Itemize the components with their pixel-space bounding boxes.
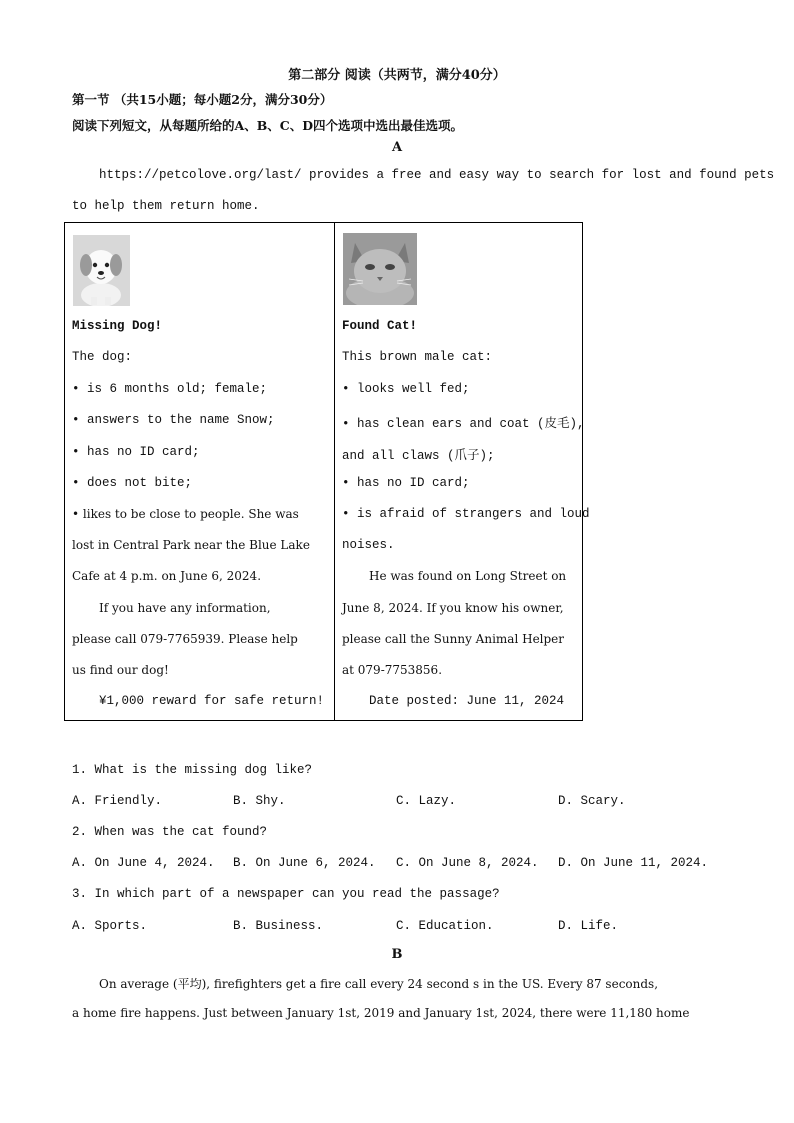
notice-table — [64, 222, 583, 721]
cat-line: June 8, 2024. If you know his owner, — [342, 601, 564, 615]
cat-date-posted: Date posted: June 11, 2024 — [369, 694, 565, 708]
passage-a-letter: A — [391, 140, 403, 155]
q1-option-d[interactable]: D. Scary. — [558, 794, 626, 808]
cat-photo — [343, 233, 417, 305]
cat-heading: Found Cat! — [342, 319, 418, 333]
dog-line: • does not bite; — [72, 476, 193, 490]
q2-option-a[interactable]: A. On June 4, 2024. — [72, 856, 215, 870]
q1-option-b[interactable]: B. Shy. — [233, 794, 286, 808]
dog-line: please call 079-7765939. Please help — [72, 632, 298, 646]
q3-option-a[interactable]: A. Sports. — [72, 919, 148, 933]
dog-line: The dog: — [72, 350, 133, 364]
part-title: 第二部分 阅读（共两节，满分40分） — [288, 68, 506, 83]
dog-line: us find our dog! — [72, 663, 169, 677]
passage-a-intro-line1: https://petcolove.org/last/ provides a free and easy way to search for lost and found pets — [99, 168, 775, 182]
passage-b-line1: On average (平均), firefighters get a fire call every 24 second s in the US. Every 87 seconds, — [99, 977, 659, 991]
passage-b-line2: a home fire happens. Just between January 1st, 2019 and January 1st, 2024, there were 11,180 home — [72, 1006, 690, 1020]
dog-reward: ¥1,000 reward for safe return! — [99, 694, 325, 708]
cat-line: at 079-7753856. — [342, 663, 443, 677]
dog-line: Cafe at 4 p.m. on June 6, 2024. — [72, 569, 262, 583]
cat-line: This brown male cat: — [342, 350, 493, 364]
dog-line: • likes to be close to people. She was — [72, 507, 299, 521]
q3-option-c[interactable]: C. Education. — [396, 919, 494, 933]
q3-option-b[interactable]: B. Business. — [233, 919, 324, 933]
passage-a-intro-line2: to help them return home. — [72, 199, 260, 213]
cat-line: He was found on Long Street on — [369, 569, 567, 583]
cat-line: please call the Sunny Animal Helper — [342, 632, 565, 646]
question-2: 2. When was the cat found? — [72, 825, 268, 839]
instruction: 阅读下列短文，从每题所给的A、B、C、D四个选项中选出最佳选项。 — [72, 118, 464, 133]
cat-line: • has no ID card; — [342, 476, 470, 490]
q2-option-d[interactable]: D. On June 11, 2024. — [558, 856, 709, 870]
question-3: 3. In which part of a newspaper can you read the passage? — [72, 887, 500, 901]
q1-option-a[interactable]: A. Friendly. — [72, 794, 163, 808]
q1-option-c[interactable]: C. Lazy. — [396, 794, 457, 808]
dog-photo — [73, 235, 130, 306]
cat-line: • looks well fed; — [342, 382, 470, 396]
passage-b-letter: B — [391, 947, 403, 962]
cat-line: noises. — [342, 538, 395, 552]
cat-line: • has clean ears and coat (皮毛), — [342, 417, 585, 431]
q2-option-c[interactable]: C. On June 8, 2024. — [396, 856, 539, 870]
dog-line: • is 6 months old; female; — [72, 382, 268, 396]
section-heading: 第一节 （共15小题；每小题2分，满分30分） — [72, 92, 333, 107]
q2-option-b[interactable]: B. On June 6, 2024. — [233, 856, 376, 870]
dog-line: • has no ID card; — [72, 445, 200, 459]
q3-option-d[interactable]: D. Life. — [558, 919, 619, 933]
dog-heading: Missing Dog! — [72, 319, 163, 333]
notice-divider — [334, 223, 335, 720]
cat-line: • is afraid of strangers and loud — [342, 507, 590, 521]
dog-line: If you have any information, — [99, 601, 271, 615]
dog-line: • answers to the name Snow; — [72, 413, 275, 427]
cat-line: and all claws (爪子); — [342, 449, 495, 463]
dog-line: lost in Central Park near the Blue Lake — [72, 538, 310, 552]
question-1: 1. What is the missing dog like? — [72, 763, 313, 777]
